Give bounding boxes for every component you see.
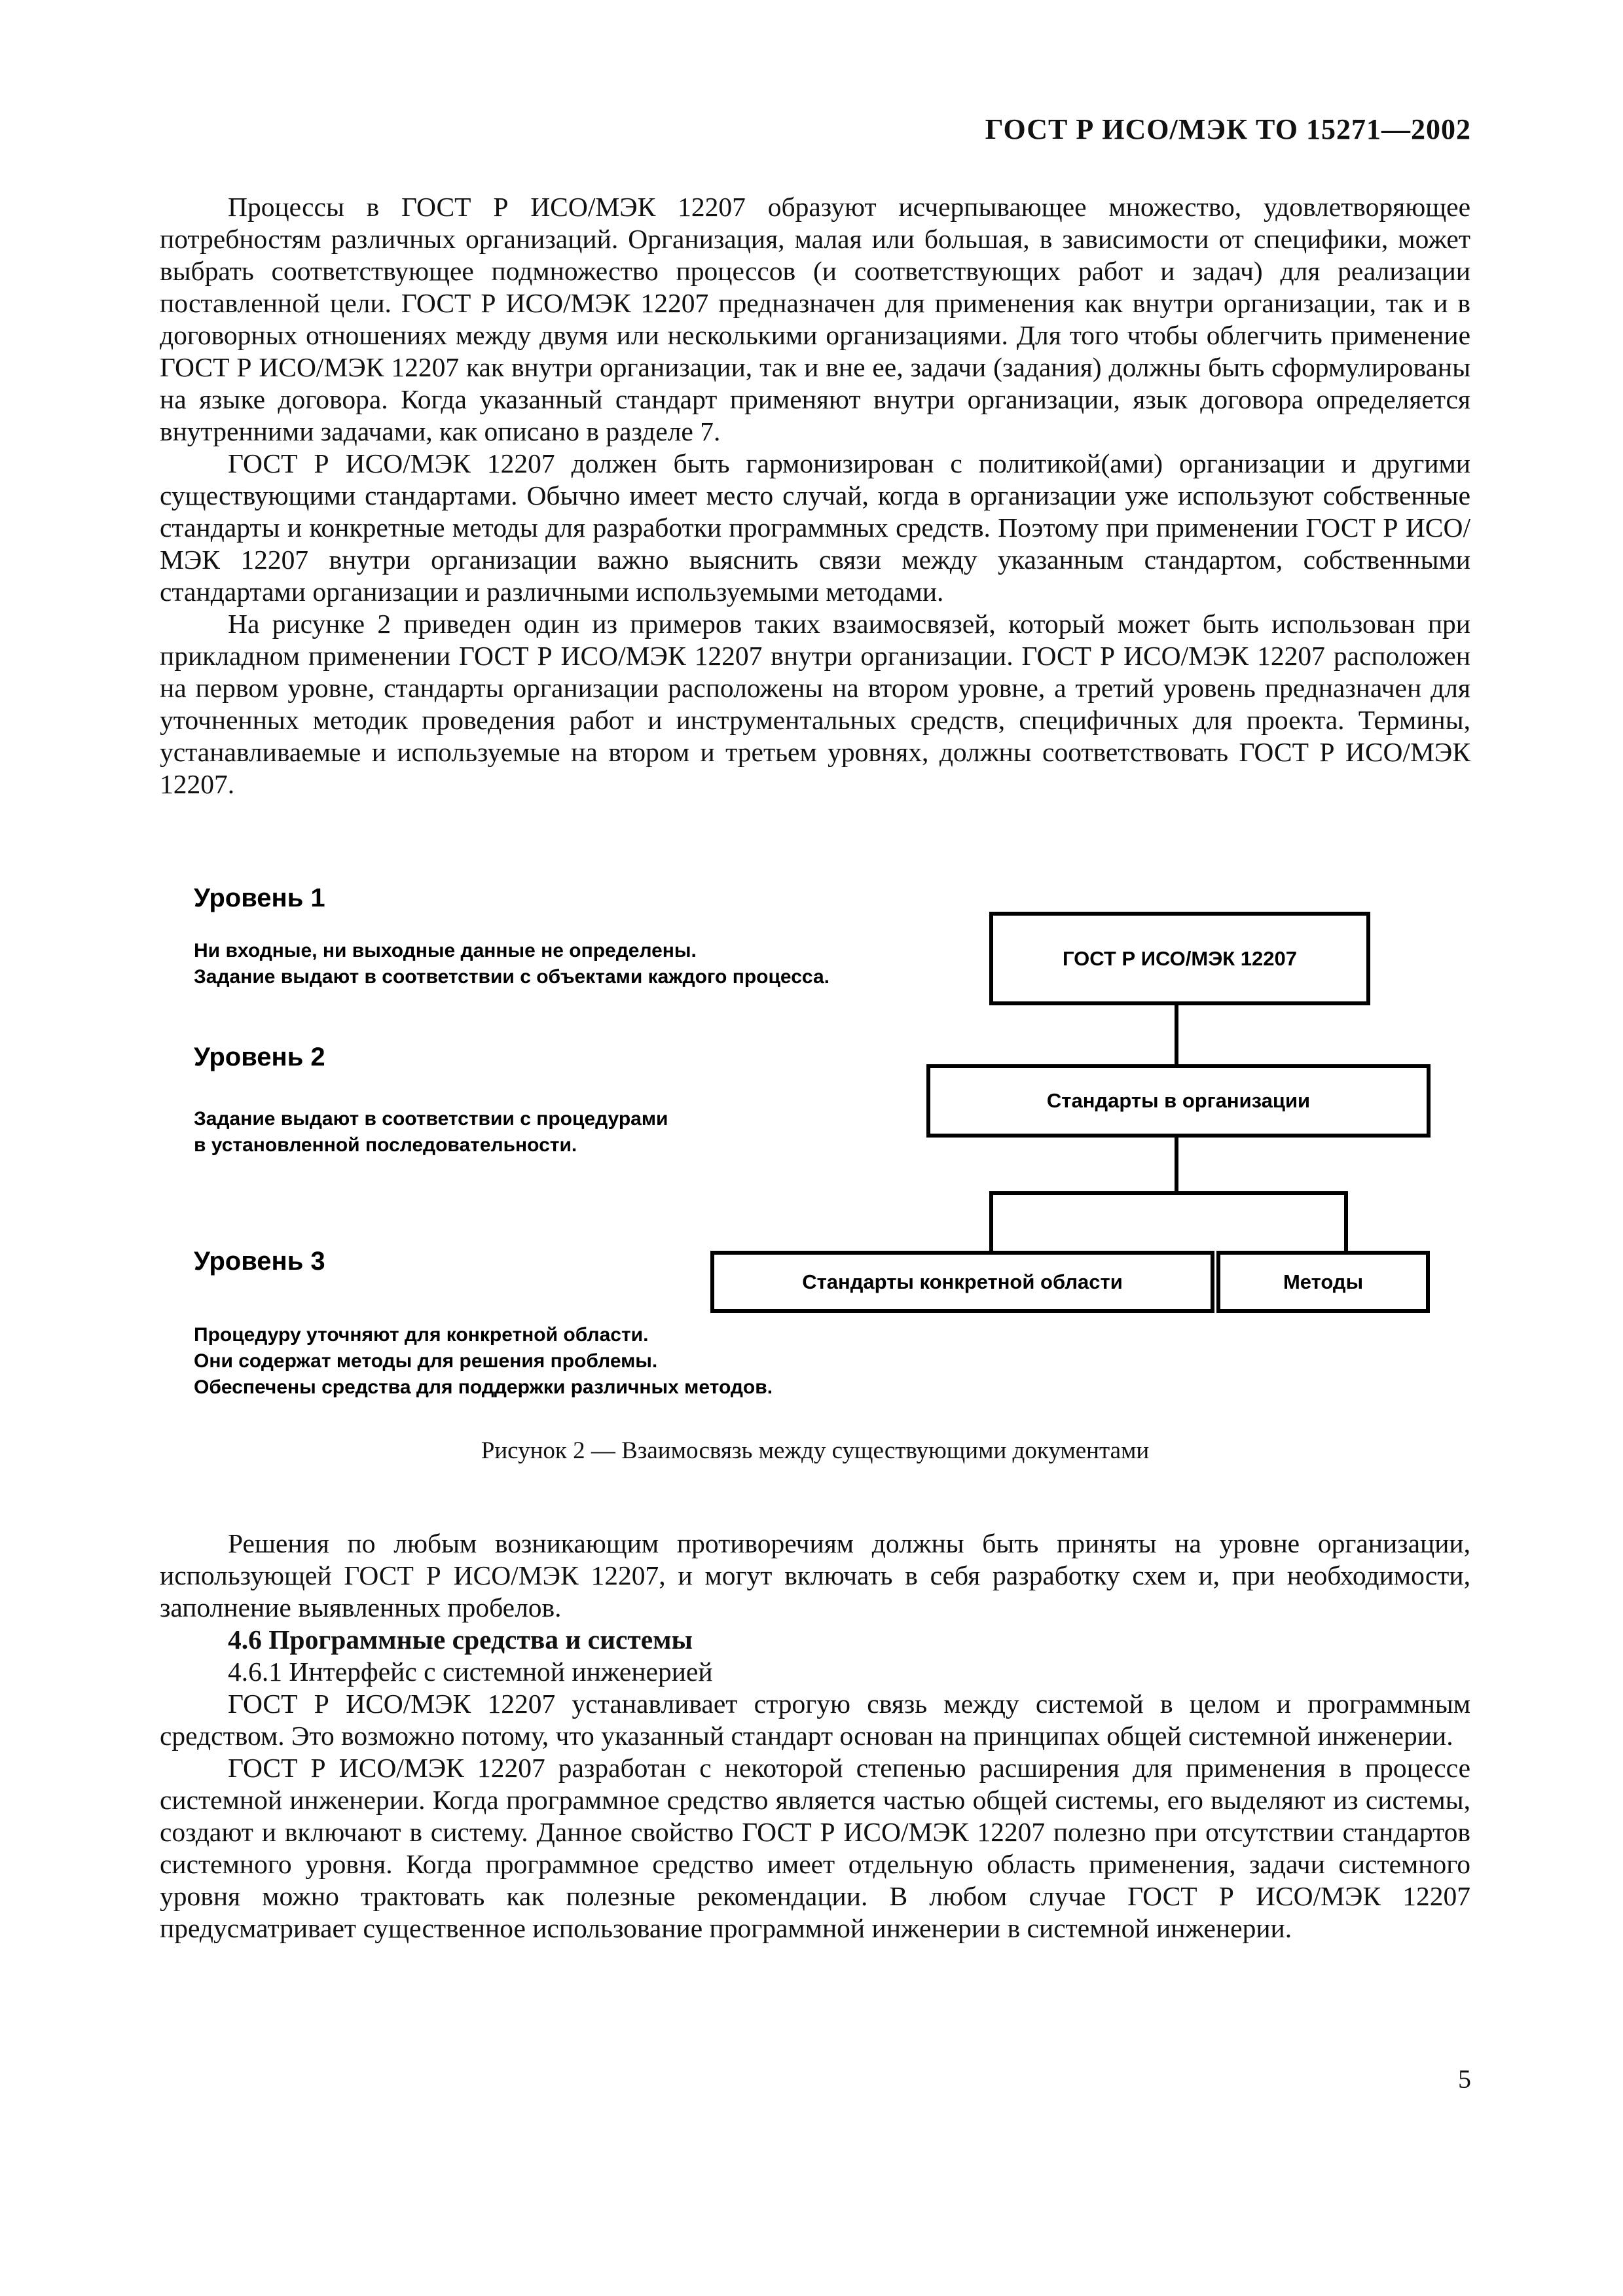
level-1-title: Уровень 1	[194, 884, 325, 912]
level-1-line: Задание выдают в соответствии с объектами каждого процесса.	[194, 966, 830, 988]
connector-line	[989, 1191, 993, 1253]
paragraph: Решения по любым возникающим противоречиям должны быть приняты на уровне организации, использующей ГОСТ Р ИСО/МЭК 12207, и могут включать в себя разработку схем и, при необходимости, заполнение выявленных пробелов.	[160, 1528, 1470, 1623]
level-2-line: Задание выдают в соответствии с процедурами	[194, 1108, 668, 1130]
paragraph: Процессы в ГОСТ Р ИСО/МЭК 12207 образуют исчерпывающее множество, удовлетворяющее потребностям различных организаций. Организация, малая или большая, в зависимости от специфики, может выбрать соответствующее подмножество процессов (и соответствующих работ и задач) для реализации поставленной цели. ГОСТ Р ИСО/МЭК 12207 предназначен для применения как внутри организации, так и в договорных отношениях между двумя или несколькими организациями. Для того чтобы облегчить применение ГОСТ Р ИСО/МЭК 12207 как внутри организации, так и вне ее, задачи (задания) должны быть сформулированы на языке договора. Когда указанный стандарт применяют внутри организации, язык договора определяется внутренними задачами, как описано в разделе 7.	[160, 192, 1470, 446]
body-text-bottom	[160, 1528, 1470, 1945]
connector-line	[1175, 1138, 1178, 1195]
box-methods: Методы	[1216, 1251, 1430, 1313]
page-number: 5	[1458, 2064, 1471, 2094]
connector-line	[989, 1191, 1348, 1195]
level-3-line: Они содержат методы для решения проблемы.	[194, 1350, 658, 1372]
level-3-title: Уровень 3	[194, 1247, 325, 1276]
connector-line	[1344, 1191, 1348, 1253]
level-3-description	[194, 1322, 979, 1401]
level-2-title: Уровень 2	[194, 1043, 325, 1071]
paragraph: ГОСТ Р ИСО/МЭК 12207 устанавливает строгую связь между системой в целом и программным средством. Это возможно потому, что указанный стандарт основан на принципах общей системной инженерии.	[160, 1689, 1470, 1751]
box-organization-standards: Стандарты в организации	[926, 1064, 1431, 1138]
section-heading: 4.6 Программные средства и системы	[228, 1624, 693, 1655]
box-gost-12207: ГОСТ Р ИСО/МЭК 12207	[989, 912, 1370, 1005]
document-header: ГОСТ Р ИСО/МЭК ТО 15271—2002	[985, 113, 1471, 145]
box-domain-standards: Стандарты конкретной области	[710, 1251, 1214, 1313]
paragraph: ГОСТ Р ИСО/МЭК 12207 должен быть гармонизирован с политикой(ами) организации и другими существующими стандартами. Обычно имеет место случай, когда в организации уже используют собственные стандарты и конкретные методы для разработки программных средств. Поэтому при применении ГОСТ Р ИСО/МЭК 12207 внутри организации важно выяснить связи между указанным стандартом, собственными стандартами организации и различными используемыми методами.	[160, 448, 1470, 607]
level-1-line: Ни входные, ни выходные данные не определены.	[194, 940, 697, 961]
level-2-description	[194, 1106, 979, 1158]
level-2-line: в установленной последовательности.	[194, 1134, 577, 1156]
figure-caption: Рисунок 2 — Взаимосвязь между существующими документами	[481, 1437, 1150, 1464]
subsection-heading: 4.6.1 Интерфейс с системной инженерией	[228, 1657, 713, 1687]
connector-line	[1175, 1005, 1178, 1064]
paragraph: ГОСТ Р ИСО/МЭК 12207 разработан с некоторой степенью расширения для применения в процессе системной инженерии. Когда программное средство является частью общей системы, его выделяют из системы, создают и включают в систему. Данное свойство ГОСТ Р ИСО/МЭК 12207 полезно при отсутствии стандартов системного уровня. Когда программное средство имеет отдельную область применения, задачи системного уровня можно трактовать как полезные рекомендации. В любом случае ГОСТ Р ИСО/МЭК 12207 предусматривает существенное использование программной инженерии в системной инженерии.	[160, 1753, 1470, 1943]
level-3-line: Процедуру уточняют для конкретной области.	[194, 1324, 649, 1346]
level-3-line: Обеспечены средства для поддержки различных методов.	[194, 1376, 773, 1398]
body-text-top	[160, 191, 1470, 800]
level-1-description	[194, 938, 979, 990]
paragraph: На рисунке 2 приведен один из примеров таких взаимосвязей, который может быть использован при прикладном применении ГОСТ Р ИСО/МЭК 12207 внутри организации. ГОСТ Р ИСО/МЭК 12207 расположен на первом уровне, стандарты организации расположены на втором уровне, а третий уровень предназначен для уточненных методик проведения работ и инструментальных средств, специфичных для проекта. Термины, устанавливаемые и используемые на втором и третьем уровнях, должны соответствовать ГОСТ Р ИСО/МЭК 12207.	[160, 609, 1470, 799]
